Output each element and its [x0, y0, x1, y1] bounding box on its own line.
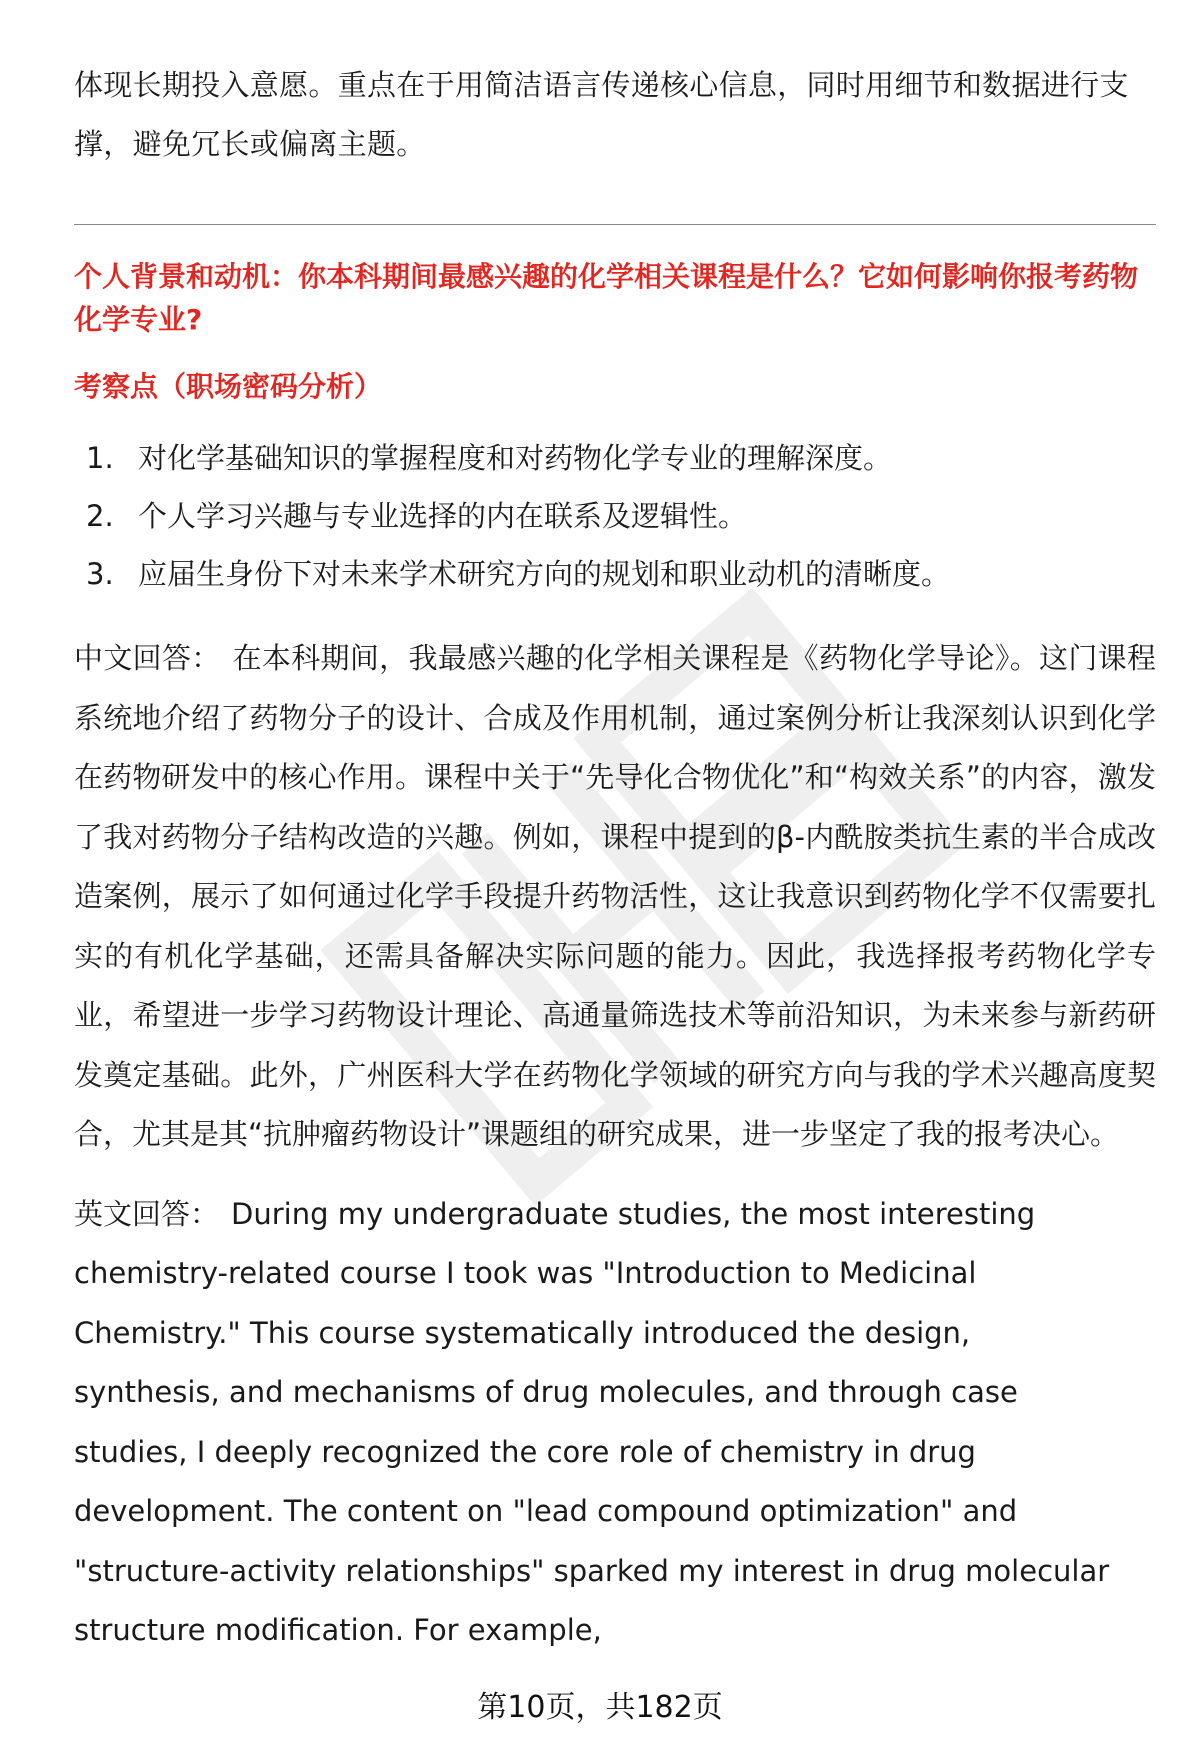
- chinese-answer-paragraph: [74, 629, 1156, 1165]
- question-heading: 个人背景和动机：你本科期间最感兴趣的化学相关课程是什么？它如何影响你报考药物化学专业?: [74, 260, 1139, 336]
- list-item: [74, 429, 1156, 487]
- list-item-text: 个人学习兴趣与专业选择的内在联系及逻辑性。: [138, 499, 748, 533]
- page-number: 第10页，共182页: [477, 1690, 723, 1725]
- intro-paragraph: 体现长期投入意愿。重点在于用简洁语言传递核心信息，同时用细节和数据进行支撑，避免冗长或偏离主题。: [74, 68, 1129, 161]
- english-answer-text: During my undergraduate studies, the most interesting chemistry-related course I took was "Introduction to Medicinal Chemistry." This course systematically introduced the design, synthesis, and mechanisms of drug molecules, and through case studies, I deeply recognized the core role of chemistry in drug development. The content on "lead compound optimization" and "structure-activity relationships" sparked my interest in drug molecular structure modification. For example,: [74, 1196, 1110, 1647]
- chinese-answer-label: 中文回答：: [74, 641, 221, 675]
- chinese-answer-text: 在本科期间，我最感兴趣的化学相关课程是《药物化学导论》。这门课程系统地介绍了药物分子的设计、合成及作用机制，通过案例分析让我深刻认识到化学在药物研发中的核心作用。课程中关于“先导化合物优化”和“构效关系”的内容，激发了我对药物分子结构改造的兴趣。例如，课程中提到的β-内酰胺类抗生素的半合成改造案例，展示了如何通过化学手段提升药物活性，这让我意识到药物化学不仅需要扎实的有机化学基础，还需具备解决实际问题的能力。因此，我选择报考药物化学专业，希望进一步学习药物设计理论、高通量筛选技术等前沿知识，为未来参与新药研发奠定基础。此外，广州医科大学在药物化学领域的研究方向与我的学术兴趣高度契合，尤其是其“抗肿瘤药物设计”课题组的研究成果，进一步坚定了我的报考决心。: [74, 641, 1156, 1151]
- english-answer-paragraph: [74, 1185, 1156, 1661]
- english-answer-label: 英文回答：: [74, 1196, 220, 1231]
- section-divider: [74, 224, 1156, 225]
- list-item-text: 应届生身份下对未来学术研究方向的规划和职业动机的清晰度。: [138, 557, 951, 591]
- exam-points-title: 考察点（职场密码分析）: [74, 370, 383, 403]
- list-item: [74, 487, 1156, 545]
- list-item-text: 对化学基础知识的掌握程度和对药物化学专业的理解深度。: [138, 441, 893, 475]
- list-item: [74, 545, 1156, 603]
- list-item-number: 2.: [86, 499, 114, 533]
- list-item-number: 3.: [86, 557, 114, 591]
- document-page: [74, 56, 1156, 1661]
- exam-points-list: [74, 429, 1156, 603]
- list-item-number: 1.: [86, 441, 114, 475]
